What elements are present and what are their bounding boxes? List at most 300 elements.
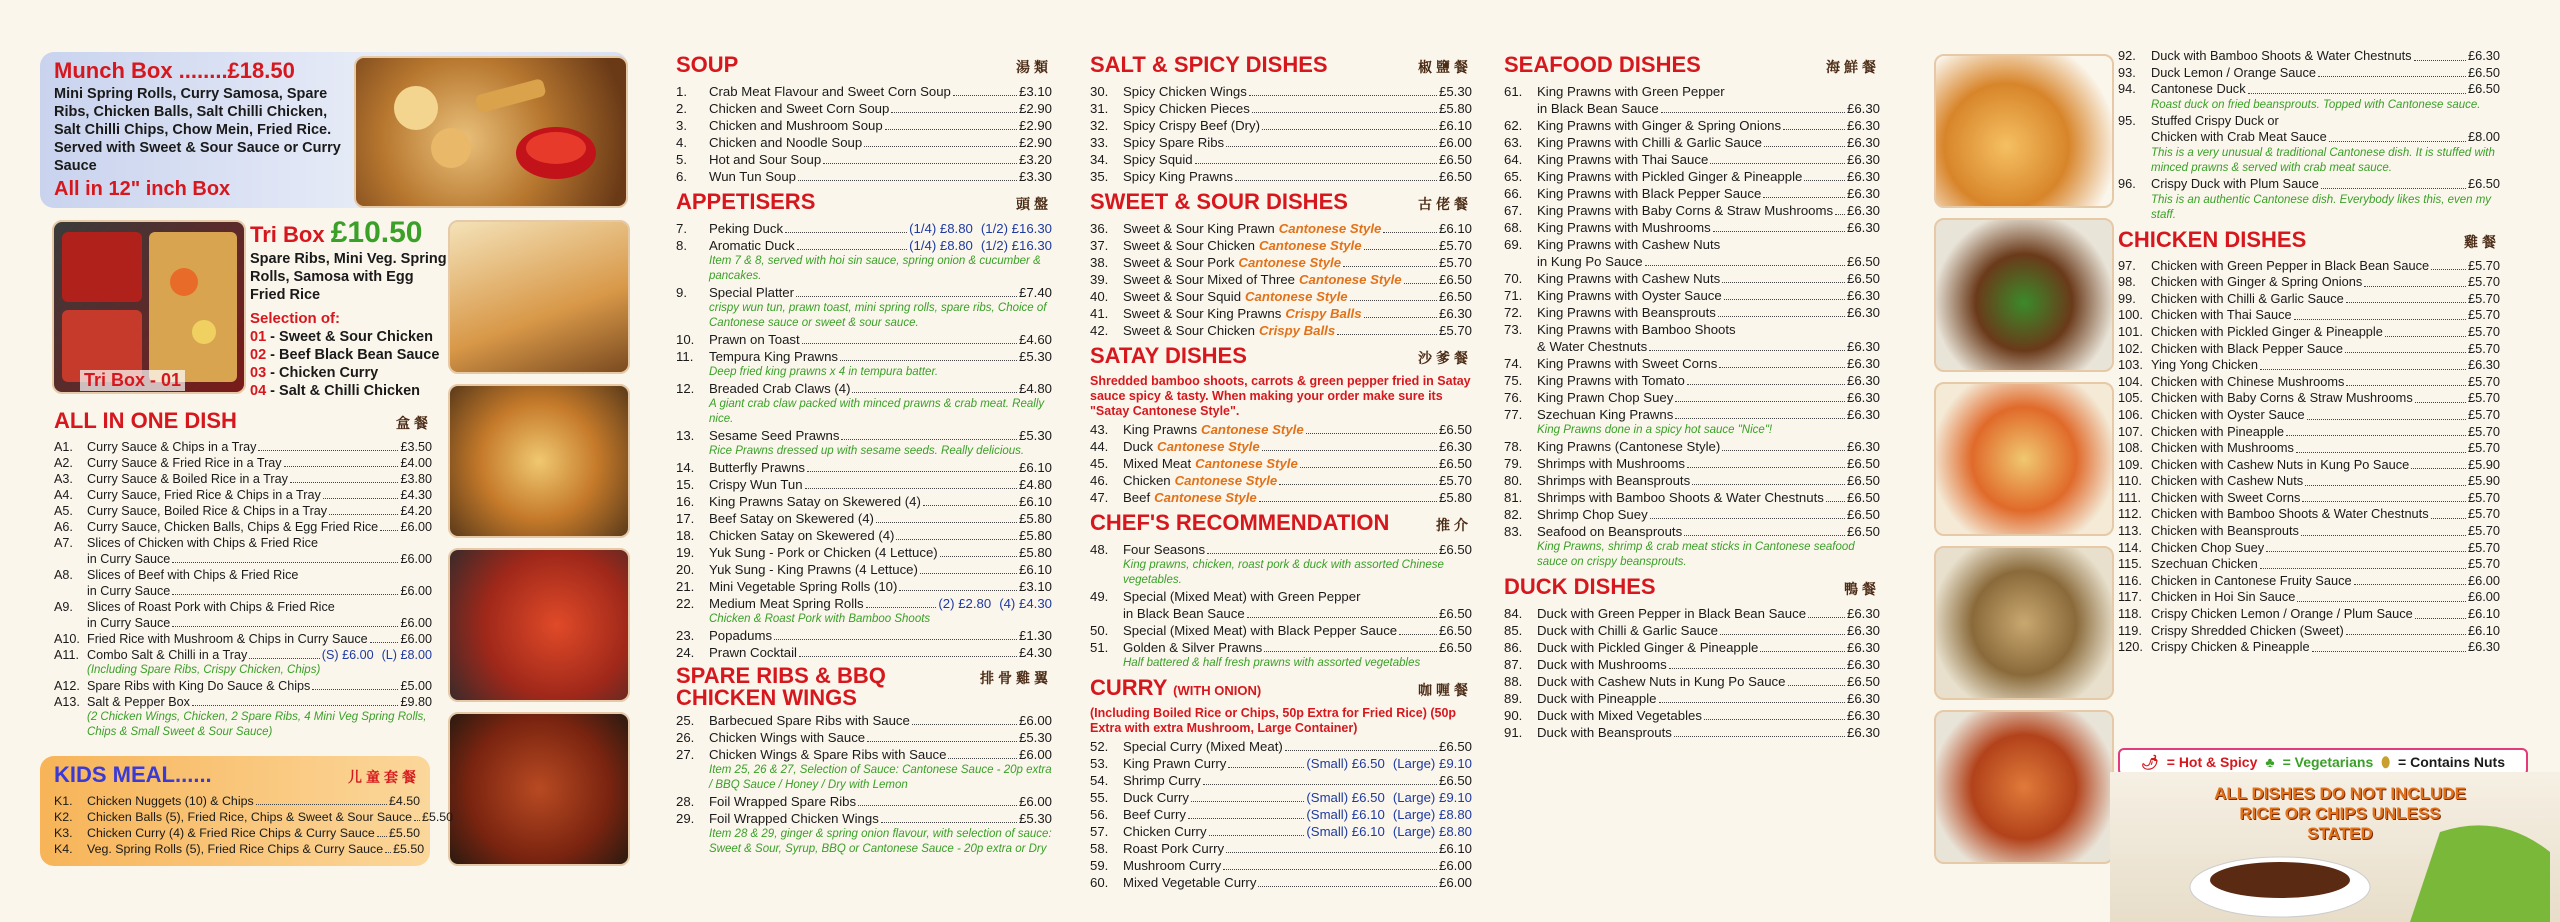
menu-item-continued [1090, 605, 1472, 622]
menu-item-name: Combo Salt & Chilli in a Tray [87, 648, 248, 662]
menu-item-price: £6.10 [1438, 118, 1472, 133]
menu-item-price: £6.50 [1846, 473, 1880, 488]
leader-dots [2345, 341, 2466, 354]
menu-item-name: Chicken Chop Suey [2151, 539, 2265, 555]
menu-item-number: A6. [54, 520, 73, 534]
menu-item-name: Chicken with Bamboo Shoots & Water Chestnuts [2151, 506, 2429, 522]
menu-item-price: £5.70 [1438, 323, 1472, 338]
menu-item-number: 117. [2118, 589, 2142, 605]
chef-cn: 推介 [1436, 517, 1472, 533]
menu-item-number: 2. [676, 101, 687, 116]
menu-item [676, 644, 1052, 661]
menu-item-price: £3.80 [400, 472, 432, 486]
menu-item-name: King Prawns with Green Pepper [1537, 84, 1725, 99]
menu-item-number: 37. [1090, 238, 1109, 253]
leader-dots [2266, 540, 2466, 553]
menu-item-price: £6.30 [2467, 48, 2500, 63]
menu-item-name: Special Curry (Mixed Meat) [1123, 739, 1283, 754]
menu-item-number: 81. [1504, 490, 1523, 505]
menu-item-price: £5.70 [2467, 340, 2500, 356]
leader-dots [1661, 100, 1845, 113]
menu-item-number: 118. [2118, 606, 2142, 622]
menu-item-note: King Prawns, shrimp & crab meat sticks in Cantonese seafood sauce on crispy beansprouts. [1537, 541, 1855, 568]
menu-item-name: Chicken Balls (5), Fried Rice, Chips & Sweet & Sour Sauce [87, 810, 413, 824]
chicken-cn: 雞餐 [2464, 233, 2500, 250]
leader-dots [1364, 305, 1437, 318]
menu-item-price: £6.30 [1846, 439, 1880, 454]
menu-item-price: £6.10 [2467, 622, 2500, 638]
menu-item-price: £3.10 [1018, 84, 1052, 99]
menu-item-name: Hot and Sour Soup [709, 152, 822, 167]
menu-item-number: A11. [54, 648, 79, 662]
duck-list [1504, 605, 1880, 741]
menu-item-number: 39. [1090, 272, 1109, 287]
menu-item [54, 793, 420, 809]
column-soup-appetisers [676, 48, 1052, 857]
menu-item-number: 48. [1090, 542, 1109, 557]
menu-item-price: £6.50 [1438, 739, 1472, 754]
menu-item [54, 487, 432, 503]
menu-item-number: 74. [1504, 356, 1523, 371]
menu-item-price: £5.70 [2467, 556, 2500, 572]
menu-item-name: Crispy Wun Tun [709, 477, 803, 492]
menu-item-note: Rice Prawns dressed up with sesame seeds. Really delicious. [709, 445, 1025, 457]
leader-dots [258, 439, 398, 451]
menu-item [54, 455, 432, 471]
menu-item-number: 67. [1504, 203, 1523, 218]
menu-item [676, 527, 1052, 544]
satay-title: SATAY DISHES [1090, 343, 1247, 368]
menu-item-number: 35. [1090, 169, 1109, 184]
menu-item-price: £6.10 [2467, 606, 2500, 622]
menu-item [2118, 113, 2500, 130]
leader-dots [1404, 271, 1437, 284]
leader-dots [1763, 185, 1845, 198]
leader-dots [796, 284, 1017, 297]
leader-dots [896, 527, 1017, 540]
menu-item-price: £5.90 [2467, 473, 2500, 489]
tri-box-option-name: Beef Black Bean Sauce [279, 347, 440, 363]
menu-item-number: A1. [54, 440, 73, 454]
menu-item-number: 44. [1090, 439, 1109, 454]
menu-item-name: Chicken and Sweet Corn Soup [709, 101, 890, 116]
menu-item [54, 503, 432, 519]
menu-item-name: Curry Sauce & Fried Rice in a Tray [87, 456, 282, 470]
menu-item-price: £5.80 [1438, 490, 1472, 505]
leader-dots [284, 455, 399, 467]
menu-item-number: 50. [1090, 623, 1109, 638]
menu-item-number: 94. [2118, 81, 2136, 97]
leader-dots [1191, 789, 1304, 802]
menu-item-name: Shrimp Curry [1123, 773, 1201, 788]
leader-dots [798, 168, 1017, 181]
menu-item-name-cont: in Curry Sauce [87, 616, 171, 630]
menu-item-price: £4.00 [400, 456, 432, 470]
appetisers-cn: 頭盤 [1016, 196, 1052, 212]
menu-item-number: 109. [2118, 456, 2143, 472]
menu-item-name: Prawn Cocktail [709, 645, 797, 660]
menu-item-number: 78. [1504, 439, 1523, 454]
menu-item-number: 36. [1090, 221, 1109, 236]
leader-dots [1783, 117, 1845, 130]
leader-dots [864, 134, 1017, 147]
menu-item-number: 32. [1090, 118, 1109, 133]
leader-dots [329, 503, 398, 515]
menu-item-name: Butterfly Prawns [709, 460, 806, 475]
menu-item-number: 88. [1504, 674, 1523, 689]
kids-meal-cn: 儿童套餐 [348, 769, 420, 785]
menu-item-number: 13. [676, 428, 695, 443]
menu-item [2118, 440, 2500, 457]
menu-item-price: £6.30 [1846, 305, 1880, 320]
legend-nuts: = Contains Nuts [2398, 754, 2506, 770]
menu-item-note: Half battered & half fresh prawns with assorted vegetables [1123, 657, 1421, 669]
leader-dots [1649, 338, 1845, 351]
menu-item-price: £5.70 [2467, 257, 2500, 273]
leader-dots [1645, 253, 1845, 266]
leader-dots [1399, 622, 1437, 635]
menu-item-style: Cantonese Style [1245, 289, 1348, 304]
leader-dots [312, 678, 398, 690]
menu-item-style: Crispy Balls [1285, 306, 1362, 321]
menu-item-price: £5.30 [1018, 428, 1052, 443]
menu-item [1090, 322, 1472, 339]
menu-item-name: Duck with Pickled Ginger & Pineapple [1537, 640, 1759, 655]
menu-item-number: 72. [1504, 305, 1523, 320]
menu-item-number: 3. [676, 118, 687, 133]
leader-dots [2346, 623, 2466, 636]
menu-item [1504, 168, 1880, 185]
menu-item-note: Roast duck on fried beansprouts. Topped with Cantonese sauce. [2151, 98, 2481, 111]
menu-item-price-large: (1/2) £16.30 [980, 238, 1052, 253]
menu-item-number: 8. [676, 238, 687, 253]
menu-item-price: £6.30 [1846, 288, 1880, 303]
menu-item-number: 92. [2118, 48, 2136, 63]
menu-item-name: Special (Mixed Meat) with Green Pepper [1123, 589, 1361, 604]
menu-item-price: £5.00 [400, 679, 432, 693]
menu-item-name: Fried Rice with Mushroom & Chips in Curry Sauce [87, 632, 368, 646]
menu-item-name: Chicken with Thai Sauce [2151, 307, 2292, 323]
leader-dots [1258, 874, 1437, 887]
menu-item-name: Duck with Mushrooms [1537, 657, 1667, 672]
menu-item-name: Beef Curry [1123, 807, 1187, 822]
menu-item-price: £4.50 [388, 794, 420, 808]
leader-dots [256, 793, 387, 805]
menu-item-name: Salt & Pepper Box [87, 695, 190, 709]
menu-item-number: 33. [1090, 135, 1109, 150]
menu-item-price: £5.90 [2467, 456, 2500, 472]
menu-item-price: £1.30 [1018, 628, 1052, 643]
menu-item-number: 14. [676, 460, 695, 475]
legend-hot: = Hot & Spicy [2166, 754, 2258, 770]
menu-item-name: King Prawns with Thai Sauce [1537, 152, 1709, 167]
menu-item [676, 746, 1052, 763]
menu-item-name: Crispy Chicken & Pineapple [2151, 639, 2310, 655]
prawn-dish-photo [448, 548, 630, 702]
menu-item-price: £6.00 [400, 616, 432, 630]
leader-dots [885, 117, 1017, 130]
leader-dots [2294, 307, 2466, 320]
menu-item-name: Roast Pork Curry [1123, 841, 1225, 856]
menu-item-price: £6.10 [1018, 460, 1052, 475]
menu-item-price: £6.30 [1846, 169, 1880, 184]
menu-item-price: £6.50 [1846, 254, 1880, 269]
menu-item [2118, 473, 2500, 490]
menu-item [2118, 589, 2500, 606]
leader-dots [1788, 673, 1845, 686]
menu-item-name: Shrimps with Bamboo Shoots & Water Chestnuts [1537, 490, 1824, 505]
menu-item-name: King Prawns with Chilli & Garlic Sauce [1537, 135, 1763, 150]
menu-item-number: 75. [1504, 373, 1523, 388]
menu-item [54, 599, 432, 615]
menu-item-note: Deep fried king prawns x 4 in tempura batter. [709, 366, 939, 378]
menu-item [676, 331, 1052, 348]
menu-item-price: £6.50 [1438, 272, 1472, 287]
menu-item-price: £6.50 [2467, 64, 2500, 80]
menu-item-price: £6.50 [2467, 175, 2500, 191]
menu-item [1504, 355, 1880, 372]
menu-item [1504, 270, 1880, 287]
leader-dots [841, 427, 1017, 440]
menu-item [1090, 220, 1472, 237]
menu-item-name: Barbecued Spare Ribs with Sauce [709, 713, 910, 728]
menu-item [2118, 490, 2500, 507]
menu-item-name: Spicy Chicken Pieces [1123, 101, 1250, 116]
leader-dots [912, 712, 1017, 725]
menu-item [676, 83, 1052, 100]
menu-item [1090, 588, 1472, 605]
menu-item [676, 578, 1052, 595]
menu-item-name: Chicken with Pineapple [2151, 423, 2285, 439]
menu-item-spacer [1090, 605, 1123, 622]
menu-item-continued [2118, 129, 2500, 146]
menu-item-note: A giant crab claw packed with minced prawns & crab meat. Really nice. [709, 398, 1045, 425]
leader-dots [1235, 168, 1437, 181]
spare-ribs-photo [448, 712, 630, 866]
leader-dots [2260, 556, 2466, 569]
menu-item-spacer [1504, 100, 1537, 117]
menu-item [1090, 840, 1472, 857]
chef-list [1090, 541, 1472, 671]
menu-item-name: Sesame Seed Prawns [709, 428, 840, 443]
salt-spicy-cn: 椒鹽餐 [1418, 59, 1472, 75]
menu-item-price: £5.70 [2467, 523, 2500, 539]
sweet-sour-cn: 古佬餐 [1418, 196, 1472, 212]
menu-item-price-small: (1/4) £8.80 [909, 221, 973, 236]
menu-item [1504, 472, 1880, 489]
fried-rice-photo [1934, 546, 2114, 700]
leader-dots [799, 644, 1017, 657]
tri-box-option-number: 02 [250, 347, 267, 363]
menu-item [676, 510, 1052, 527]
menu-item-name: Chicken with Chilli & Garlic Sauce [2151, 290, 2344, 306]
menu-item-price: £7.40 [1018, 285, 1052, 300]
leader-dots [2431, 506, 2466, 519]
menu-item-continued [54, 551, 432, 567]
menu-item-number: 15. [676, 477, 695, 492]
menu-item [1090, 489, 1472, 506]
menu-item [2118, 390, 2500, 407]
leader-dots [867, 729, 1017, 742]
menu-item-name: King Prawns with Beansprouts [1537, 305, 1716, 320]
menu-item-price: £6.50 [1846, 456, 1880, 471]
menu-item-number: 58. [1090, 841, 1109, 856]
menu-item-style: Cantonese Style [1174, 473, 1278, 488]
menu-item-name: King Prawns with Pickled Ginger & Pineapple [1537, 169, 1803, 184]
leader-dots [1226, 134, 1437, 147]
menu-item-name: King Prawn Chop Suey [1537, 390, 1674, 405]
menu-item [1090, 254, 1472, 271]
leader-dots [2318, 65, 2466, 78]
menu-item-price: £5.50 [393, 842, 425, 856]
menu-item-name: Crispy Chicken Lemon / Orange / Plum Sauce [2151, 606, 2413, 622]
menu-item-price: £6.00 [1438, 858, 1472, 873]
menu-item-number: K1. [54, 794, 73, 808]
kids-meal-section [54, 758, 454, 857]
menu-item-number: 30. [1090, 84, 1109, 99]
menu-item-number: 54. [1090, 773, 1109, 788]
seafood-cn: 海鮮餐 [1826, 59, 1880, 75]
menu-item-name: Veg. Spring Rolls (5), Fried Rice Chips & Curry Sauce [87, 842, 384, 856]
menu-item-name: King Prawns with Tomato [1537, 373, 1685, 388]
menu-item-name: Chicken with Pickled Ginger & Pineapple [2151, 323, 2383, 339]
menu-item-price: £6.50 [1438, 623, 1472, 638]
leader-dots [2415, 606, 2466, 619]
menu-item-number: 105. [2118, 390, 2143, 406]
menu-item-price: £2.90 [1018, 118, 1052, 133]
beef-peppers-photo [1934, 218, 2114, 372]
menu-item [1504, 117, 1880, 134]
menu-item-name: King Prawns with Oyster Sauce [1537, 288, 1722, 303]
leader-dots [1262, 438, 1437, 451]
menu-item-name: Duck with Bamboo Shoots & Water Chestnuts [2151, 48, 2412, 63]
leader-dots [823, 151, 1017, 164]
menu-item-name: Spicy Chicken Wings [1123, 84, 1247, 99]
menu-item-number: A5. [54, 504, 73, 518]
menu-item-name: Crispy Shredded Chicken (Sweet) [2151, 622, 2344, 638]
leader-dots [1279, 472, 1437, 485]
menu-item-name: Sweet & Sour Chicken [1123, 238, 1255, 253]
menu-item-price: £6.00 [1018, 713, 1052, 728]
menu-item-number: 59. [1090, 858, 1109, 873]
leader-dots [1687, 455, 1845, 468]
menu-item-name: Spicy Squid [1123, 152, 1193, 167]
leader-dots [1692, 472, 1845, 485]
leader-dots [1720, 622, 1845, 635]
menu-item-number: 23. [676, 628, 695, 643]
menu-item-name: Chicken [1123, 473, 1171, 488]
menu-item-name: Curry Sauce, Fried Rice & Chips in a Tray [87, 488, 321, 502]
leader-dots [953, 83, 1017, 96]
tri-box-option-number: 03 [250, 365, 267, 381]
menu-item-style: Cantonese Style [1154, 490, 1257, 505]
menu-item-name: Prawn on Toast [709, 332, 800, 347]
leader-dots [2248, 81, 2466, 94]
menu-item-continued [54, 583, 432, 599]
menu-item-price: £6.10 [1018, 562, 1052, 577]
leader-dots [1252, 100, 1437, 113]
leader-dots [2302, 490, 2466, 503]
tri-box-option-number: 04 [250, 383, 267, 399]
menu-item-name: Slices of Beef with Chips & Fried Rice [87, 568, 299, 582]
satay-list [1090, 421, 1472, 506]
menu-item-name: Duck with Chilli & Garlic Sauce [1537, 623, 1719, 638]
menu-item-name: Chicken Satay on Skewered (4) [709, 528, 895, 543]
menu-item-price: £2.90 [1018, 101, 1052, 116]
menu-item-number: 107. [2118, 423, 2143, 439]
menu-item-name-cont: Chicken with Crab Meat Sauce [2151, 129, 2327, 145]
menu-item-name-cont: in Black Bean Sauce [1123, 606, 1245, 621]
menu-item [54, 631, 432, 647]
menu-item-name: Duck with Cashew Nuts in Kung Po Sauce [1537, 674, 1786, 689]
menu-item-price: £6.00 [400, 584, 432, 598]
satay-desc: Shredded bamboo shoots, carrots & green pepper fried in Satay sauce spicy & tasty. When making your order make sure its "Satay Cantonese Style". [1090, 374, 1471, 418]
leader-dots [2411, 457, 2466, 470]
menu-item-spacer [1504, 253, 1537, 270]
menu-item [1504, 724, 1880, 741]
menu-item [676, 100, 1052, 117]
menu-item-style: Cantonese Style [1195, 456, 1298, 471]
menu-item [54, 809, 454, 825]
menu-item-name: Curry Sauce & Chips in a Tray [87, 440, 257, 454]
menu-item-number: 101. [2118, 323, 2143, 339]
menu-item-price: £6.30 [1846, 390, 1880, 405]
munch-box-desc: Mini Spring Rolls, Curry Samosa, Spare Ribs, Chicken Balls, Salt Chilli Chicken, Salt Chilli Chips, Chow Mein, Fried Rice. Served with Sweet & Sour Sauce or Curry Sauce [54, 86, 341, 174]
menu-item-name: King Prawns with Cashew Nuts [1537, 271, 1721, 286]
menu-item [1504, 506, 1880, 523]
menu-item-number: 104. [2118, 373, 2143, 389]
menu-item-number: A2. [54, 456, 73, 470]
menu-item [1504, 185, 1880, 202]
menu-item [1090, 288, 1472, 305]
menu-item-number: 55. [1090, 790, 1109, 805]
soup-list [676, 83, 1052, 185]
tri-box-title [250, 216, 422, 250]
leader-dots [2354, 573, 2466, 586]
menu-item-name: Duck with Beansprouts [1537, 725, 1672, 740]
menu-item-price: £6.50 [1846, 490, 1880, 505]
menu-item-name: King Prawns with Baby Corns & Straw Mushrooms [1537, 203, 1834, 218]
kids-meal-title: KIDS MEAL...... [54, 762, 212, 787]
menu-item [1090, 237, 1472, 254]
kids-meal-list [54, 793, 454, 857]
menu-item-name: Sweet & Sour King Prawns [1123, 306, 1282, 321]
tri-box-illustration [54, 222, 244, 392]
menu-item [1504, 656, 1880, 673]
menu-item-name: Chicken with Beansprouts [2151, 523, 2299, 539]
menu-item-price: £6.50 [1438, 422, 1472, 437]
menu-item [1504, 673, 1880, 690]
all-in-one-title: ALL IN ONE DISH [54, 408, 237, 433]
menu-item-continued [54, 615, 432, 631]
menu-item [676, 168, 1052, 185]
menu-item-number: 95. [2118, 112, 2136, 128]
menu-item [2118, 341, 2500, 358]
menu-item-price: £5.70 [2467, 423, 2500, 439]
leader-dots [2286, 424, 2466, 437]
menu-item-price: £6.30 [1846, 623, 1880, 638]
no-rice-chips-notice: ALL DISHES DO NOT INCLUDE RICE OR CHIPS UNLESS STATED [2214, 784, 2466, 843]
leader-dots [2312, 639, 2466, 652]
menu-item-number: 47. [1090, 490, 1109, 505]
menu-item-name: Szechuan Chicken [2151, 556, 2258, 572]
menu-item [1504, 639, 1880, 656]
leader-dots [323, 487, 399, 499]
menu-item-name: Foil Wrapped Spare Ribs [709, 794, 857, 809]
menu-item-number: 31. [1090, 101, 1109, 116]
menu-item-price: £6.00 [1438, 135, 1472, 150]
menu-item-price: £5.70 [2467, 489, 2500, 505]
